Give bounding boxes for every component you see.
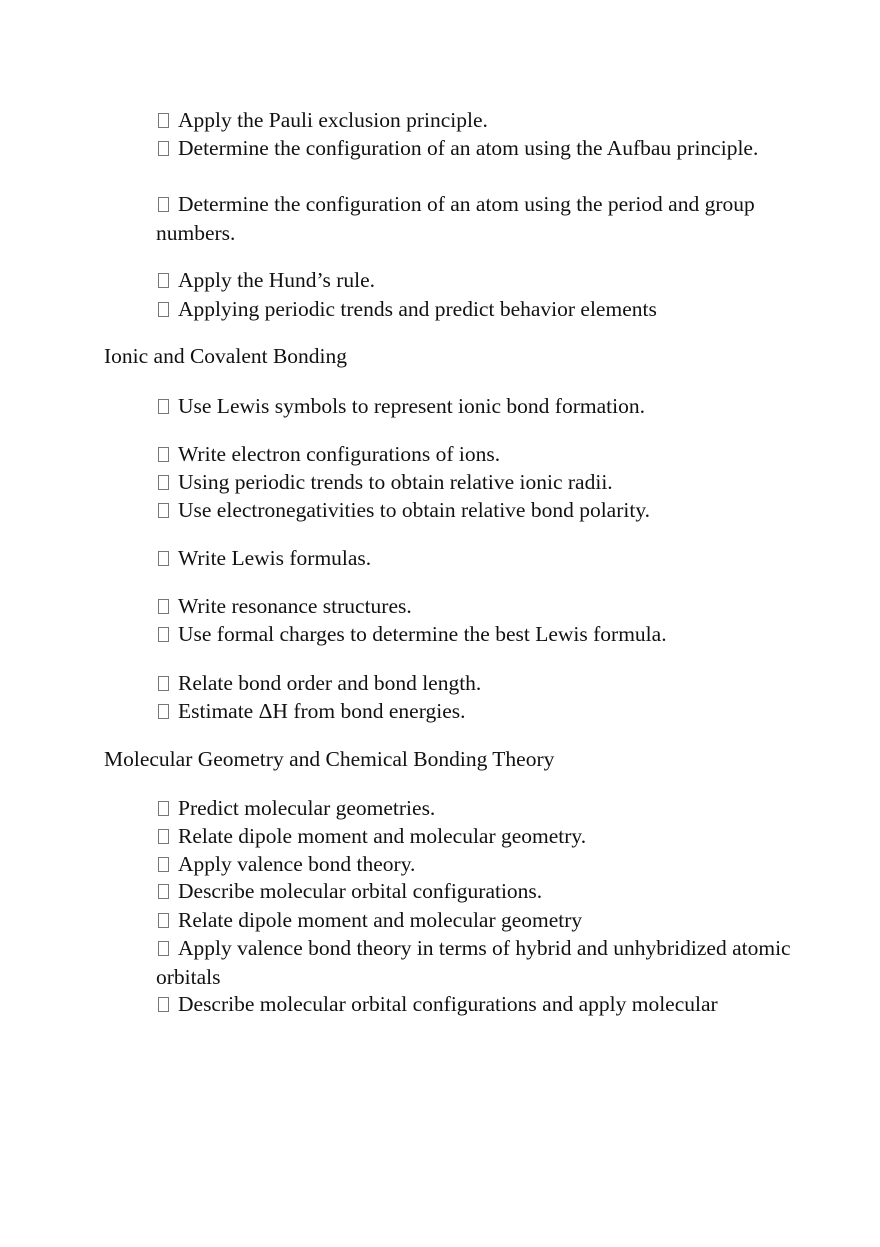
objective-item: Use formal charges to determine the best Lewis formula. (156, 620, 796, 649)
checkbox-glyph-icon (158, 857, 169, 872)
checkbox-glyph-icon (158, 141, 169, 156)
checkbox-glyph-icon (158, 273, 169, 288)
objective-item: Relate dipole moment and molecular geometry (156, 906, 796, 935)
objective-item: Describe molecular orbital configurations and apply molecular (156, 990, 796, 1019)
checkbox-glyph-icon (158, 399, 169, 414)
objective-item: Using periodic trends to obtain relative ionic radii. (156, 468, 796, 497)
checkbox-glyph-icon (158, 941, 169, 956)
checkbox-glyph-icon (158, 197, 169, 212)
section-heading: Ionic and Covalent Bonding (104, 344, 348, 368)
checkbox-glyph-icon (158, 113, 169, 128)
section-heading: Molecular Geometry and Chemical Bonding Theory (104, 747, 555, 771)
objective-item: Write resonance structures. (156, 592, 796, 621)
objective-item: Determine the configuration of an atom using the Aufbau principle. (156, 134, 796, 163)
objective-item: Relate dipole moment and molecular geometry. (156, 822, 796, 851)
objective-item: Applying periodic trends and predict behavior elements (156, 295, 796, 324)
checkbox-glyph-icon (158, 884, 169, 899)
checkbox-glyph-icon (158, 627, 169, 642)
checkbox-glyph-icon (158, 676, 169, 691)
objective-item: Describe molecular orbital configurations. (156, 877, 796, 906)
checkbox-glyph-icon (158, 551, 169, 566)
checkbox-glyph-icon (158, 997, 169, 1012)
objective-item: Predict molecular geometries. (156, 794, 796, 823)
checkbox-glyph-icon (158, 599, 169, 614)
objective-item: Apply the Hund’s rule. (156, 266, 796, 295)
checkbox-glyph-icon (158, 302, 169, 317)
objective-item: Relate bond order and bond length. (156, 669, 796, 698)
objective-item: Write Lewis formulas. (156, 544, 796, 573)
checkbox-glyph-icon (158, 913, 169, 928)
objective-item: Use electronegativities to obtain relative bond polarity. (156, 496, 796, 525)
checkbox-glyph-icon (158, 829, 169, 844)
checkbox-glyph-icon (158, 447, 169, 462)
objective-item: Apply valence bond theory. (156, 850, 796, 879)
checkbox-glyph-icon (158, 503, 169, 518)
checkbox-glyph-icon (158, 475, 169, 490)
objective-item: Use Lewis symbols to represent ionic bond formation. (156, 392, 796, 421)
objective-item: Determine the configuration of an atom using the period and group numbers. (156, 192, 755, 245)
objective-item: Estimate ΔH from bond energies. (156, 697, 796, 726)
checkbox-glyph-icon (158, 801, 169, 816)
objective-item: Apply valence bond theory in terms of hybrid and unhybridized atomic orbitals (156, 936, 791, 989)
objective-item: Write electron configurations of ions. (156, 440, 796, 469)
objective-item: Apply the Pauli exclusion principle. (156, 106, 796, 135)
checkbox-glyph-icon (158, 704, 169, 719)
